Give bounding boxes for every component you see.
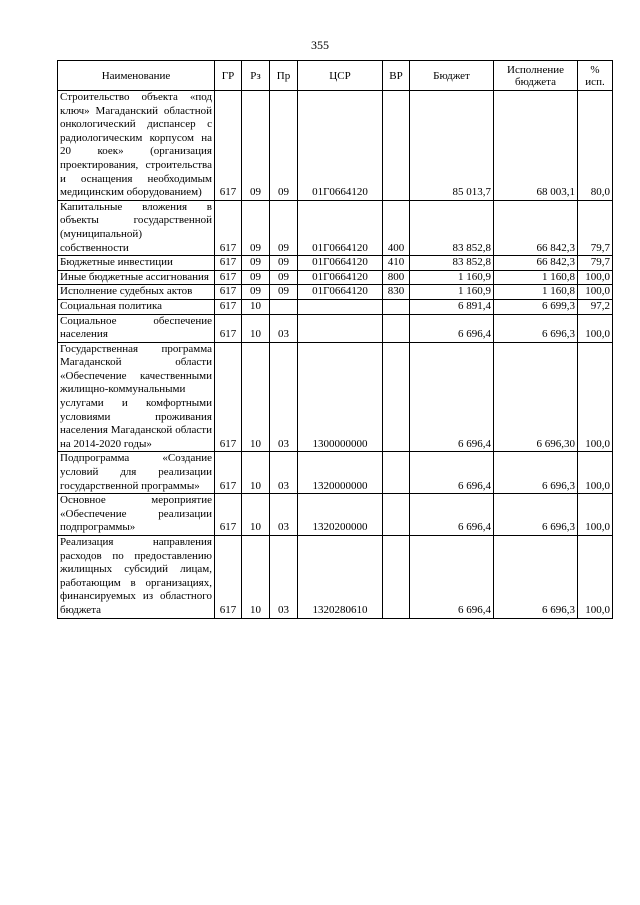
row-pr: 09 [270,256,298,271]
row-vr [383,536,410,619]
row-vr [383,342,410,452]
row-rz: 09 [242,285,270,300]
row-budget: 6 696,4 [410,494,494,536]
row-budget: 6 696,4 [410,342,494,452]
header-vr: ВР [383,61,410,91]
row-pr [270,299,298,314]
row-rz: 09 [242,91,270,201]
row-csr: 01Г0664120 [298,270,383,285]
row-csr: 01Г0664120 [298,200,383,255]
row-budget: 85 013,7 [410,91,494,201]
row-execution: 6 696,3 [494,494,578,536]
header-row [58,61,613,91]
row-budget: 1 160,9 [410,285,494,300]
row-rz: 10 [242,536,270,619]
row-csr [298,299,383,314]
row-pr: 09 [270,200,298,255]
row-rz: 10 [242,314,270,342]
row-vr: 800 [383,270,410,285]
table-row [58,270,613,285]
table-row [58,536,613,619]
row-budget: 6 891,4 [410,299,494,314]
row-vr: 410 [383,256,410,271]
row-pr: 09 [270,91,298,201]
row-vr: 830 [383,285,410,300]
row-csr: 01Г0664120 [298,91,383,201]
row-name: Основное мероприятие «Обеспечение реализации подпрограммы» [58,494,215,536]
page-number: 355 [311,38,329,52]
row-percent: 79,7 [578,256,613,271]
row-execution: 6 696,3 [494,452,578,494]
row-pr: 03 [270,452,298,494]
row-name: Государственная программа Магаданской области «Обеспечение качественными жилищно-коммунальными услугами и комфортными условиями проживания населения Магаданской области на 2014-2020 годы» [58,342,215,452]
row-percent: 100,0 [578,285,613,300]
table-row [58,494,613,536]
header-name: Наименование [58,61,215,91]
row-rz: 10 [242,342,270,452]
row-pr: 03 [270,314,298,342]
row-percent: 100,0 [578,342,613,452]
row-vr [383,299,410,314]
table-row [58,256,613,271]
row-rz: 09 [242,200,270,255]
header-rz: Рз [242,61,270,91]
header-gr: ГР [215,61,242,91]
header-execution: Исполнение бюджета [494,61,578,91]
row-execution: 66 842,3 [494,256,578,271]
row-gr: 617 [215,452,242,494]
row-name: Социальная политика [58,299,215,314]
row-execution: 1 160,8 [494,270,578,285]
header-csr: ЦСР [298,61,383,91]
row-budget: 6 696,4 [410,314,494,342]
table-row [58,452,613,494]
row-vr [383,452,410,494]
row-rz: 10 [242,299,270,314]
row-rz: 09 [242,256,270,271]
row-budget: 83 852,8 [410,200,494,255]
row-csr: 01Г0664120 [298,285,383,300]
row-budget: 6 696,4 [410,452,494,494]
row-execution: 66 842,3 [494,200,578,255]
row-name: Строительство объекта «под ключ» Магаданский областной онкологический диспансер с радиологическим корпусом на 20 коек» (организация проектирования, строительства и оснащения необходимым медицинским оборудованием) [58,91,215,201]
row-name: Капитальные вложения в объекты государственной (муниципальной) собственности [58,200,215,255]
row-gr: 617 [215,270,242,285]
row-gr: 617 [215,494,242,536]
row-execution: 68 003,1 [494,91,578,201]
row-csr: 1320000000 [298,452,383,494]
row-execution: 6 699,3 [494,299,578,314]
row-percent: 97,2 [578,299,613,314]
row-csr: 1320280610 [298,536,383,619]
row-csr: 1300000000 [298,342,383,452]
row-percent: 80,0 [578,91,613,201]
row-percent: 100,0 [578,494,613,536]
row-pr: 03 [270,342,298,452]
row-budget: 6 696,4 [410,536,494,619]
row-gr: 617 [215,256,242,271]
row-rz: 09 [242,270,270,285]
row-csr: 01Г0664120 [298,256,383,271]
row-budget: 83 852,8 [410,256,494,271]
row-percent: 100,0 [578,314,613,342]
table-row [58,299,613,314]
row-budget: 1 160,9 [410,270,494,285]
row-pr: 09 [270,270,298,285]
row-vr: 400 [383,200,410,255]
row-gr: 617 [215,536,242,619]
row-gr: 617 [215,299,242,314]
row-pr: 09 [270,285,298,300]
row-rz: 10 [242,452,270,494]
row-execution: 1 160,8 [494,285,578,300]
row-execution: 6 696,3 [494,314,578,342]
table-row [58,342,613,452]
header-pr: Пр [270,61,298,91]
table-row [58,285,613,300]
row-csr: 1320200000 [298,494,383,536]
row-gr: 617 [215,285,242,300]
row-csr [298,314,383,342]
budget-table [57,60,613,619]
row-name: Иные бюджетные ассигнования [58,270,215,285]
row-name: Подпрограмма «Создание условий для реализации государственной программы» [58,452,215,494]
row-vr [383,494,410,536]
row-gr: 617 [215,200,242,255]
table-row [58,91,613,201]
row-vr [383,91,410,201]
row-rz: 10 [242,494,270,536]
row-name: Социальное обеспечение населения [58,314,215,342]
row-name: Исполнение судебных актов [58,285,215,300]
header-budget: Бюджет [410,61,494,91]
table-row [58,314,613,342]
row-gr: 617 [215,314,242,342]
row-percent: 100,0 [578,536,613,619]
row-execution: 6 696,3 [494,536,578,619]
row-percent: 100,0 [578,452,613,494]
row-gr: 617 [215,342,242,452]
table-row [58,200,613,255]
row-vr [383,314,410,342]
row-name: Реализация направления расходов по предоставлению жилищных субсидий лицам, работающим в организациях, финансируемых из областного бюджета [58,536,215,619]
row-gr: 617 [215,91,242,201]
row-pr: 03 [270,536,298,619]
header-percent: % исп. [578,61,613,91]
row-percent: 100,0 [578,270,613,285]
row-pr: 03 [270,494,298,536]
row-execution: 6 696,30 [494,342,578,452]
row-name: Бюджетные инвестиции [58,256,215,271]
row-percent: 79,7 [578,200,613,255]
